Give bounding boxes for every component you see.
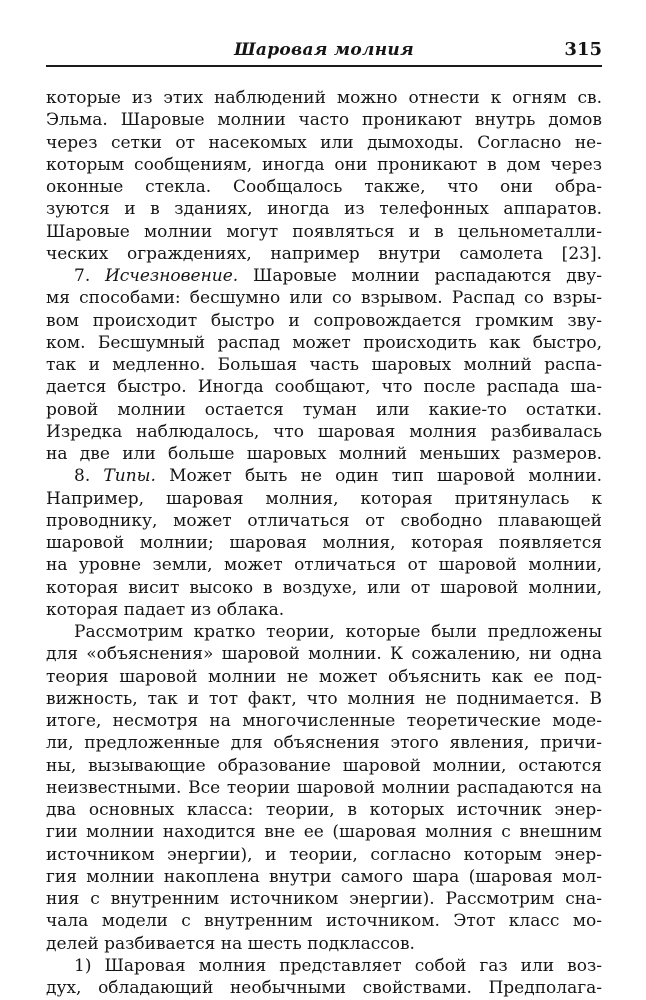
text-line: [46, 955, 602, 977]
text-line: [46, 977, 602, 999]
text-line: [46, 221, 602, 243]
text-line: 7. Исчезновение. Шаровые молнии распадаются дву-: [74, 266, 603, 286]
text-line: 8. Типы. Может быть не один тип шаровой молнии.: [74, 466, 602, 487]
line-text: чала модели с внутренним источником. Этот класс мо-: [46, 911, 602, 932]
line-text: источником энергии), и теории, согласно которым энер-: [46, 844, 602, 865]
line-text: ния с внутренним источником энергии). Рассмотрим сна-: [46, 889, 602, 909]
text-line: [46, 755, 602, 777]
line-text: так и медленно. Большая часть шаровых молний распа-: [46, 355, 602, 375]
text-line: [46, 87, 602, 109]
line-text: гии молнии находится вне ее (шаровая молния с внешним: [46, 822, 602, 843]
text-line: [46, 666, 602, 688]
line-text: итоге, несмотря на многочисленные теоретические моде-: [46, 711, 602, 731]
line-text: которым сообщениям, иногда они проникают в дом через: [46, 154, 602, 175]
text-line: [46, 888, 602, 910]
text-line: [46, 599, 602, 621]
text-line: [46, 421, 602, 443]
text-line: [46, 777, 602, 799]
text-line: [46, 577, 602, 599]
line-text: ком. Бесшумный распад может происходить как быстро,: [46, 332, 602, 353]
line-text: проводнику, может отличаться от свободно плавающей: [46, 510, 602, 531]
line-text: ческих ограждениях, например внутри самолета [23].: [46, 243, 602, 264]
line-text: ны, вызывающие образование шаровой молнии, остаются: [46, 755, 602, 776]
page-number: 315: [564, 39, 602, 60]
line-text: на уровне земли, может отличаться от шаровой молнии,: [46, 555, 602, 576]
line-text: 1) Шаровая молния представляет собой газ или воз-: [74, 955, 602, 976]
text-line: [46, 287, 602, 309]
line-text: дух, обладающий необычными свойствами. Предполага-: [46, 978, 602, 998]
line-text: мя способами: бесшумно или со взрывом. Распад со взры-: [46, 288, 602, 309]
text-line: [46, 688, 602, 710]
line-text: ровой молнии остается туман или какие-то остатки.: [46, 399, 602, 420]
line-text: вом происходит быстро и сопровождается громким зву-: [46, 310, 602, 331]
line-text: дается быстро. Иногда сообщают, что после распада ша-: [46, 377, 602, 398]
line-text: через сетки от насекомых или дымоходы. Согласно не-: [46, 132, 602, 153]
line-text: ли, предложенные для объяснения этого явления, причи-: [46, 733, 602, 754]
text-line: [46, 109, 602, 131]
text-line: [46, 376, 602, 398]
line-text: оконные стекла. Сообщалось также, что они обра-: [46, 177, 602, 197]
line-text: неизвестными. Все теории шаровой молнии распадаются на: [46, 777, 602, 798]
text-line: [46, 354, 602, 376]
line-text: вижность, так и тот факт, что молния не поднимается. В: [46, 688, 602, 709]
text-line: [46, 933, 602, 955]
text-line: [46, 443, 602, 465]
text-line: [46, 176, 602, 198]
text-line: [46, 132, 602, 154]
line-text: шаровой молнии; шаровая молния, которая появляется: [46, 533, 602, 553]
text-line: [46, 621, 602, 643]
section-heading: Типы.: [103, 466, 156, 487]
text-line: [46, 910, 602, 932]
line-text: два основных класса: теории, в которых источник энер-: [46, 800, 602, 820]
text-line: [46, 866, 602, 888]
body-text: [46, 87, 602, 999]
section-heading: Исчезновение.: [104, 266, 239, 286]
line-text: теория шаровой молнии не может объяснить как ее под-: [46, 666, 602, 687]
line-text: которая падает из облака.: [46, 599, 285, 620]
text-line: [46, 554, 602, 576]
section-number: 8.: [74, 466, 104, 487]
line-text: Например, шаровая молния, которая притянулась к: [46, 488, 602, 509]
text-line: [46, 844, 602, 866]
text-line: [46, 710, 602, 732]
text-line: [46, 399, 602, 421]
line-text: Изредка наблюдалось, что шаровая молния разбивалась: [46, 421, 602, 442]
section-number: 7.: [74, 266, 105, 286]
text-line: [46, 198, 602, 220]
line-text: делей разбивается на шесть подклассов.: [46, 933, 415, 954]
line-text: зуются и в зданиях, иногда из телефонных аппаратов.: [46, 199, 602, 220]
line-text: Эльма. Шаровые молнии часто проникают внутрь домов: [46, 110, 602, 131]
text-line: [46, 643, 602, 665]
text-line: [46, 310, 602, 332]
text-line: [46, 732, 602, 754]
text-line: [46, 243, 602, 265]
line-text: которая висит высоко в воздухе, или от шаровой молнии,: [46, 577, 602, 598]
line-text: которые из этих наблюдений можно отнести к огням св.: [46, 88, 602, 108]
line-text: Шаровые молнии могут появляться и в цельнометалли-: [46, 221, 602, 242]
text-line: [46, 821, 602, 843]
line-text: Рассмотрим кратко теории, которые были предложены: [74, 622, 602, 642]
text-line: [46, 154, 602, 176]
line-text: гия молнии накоплена внутри самого шара (шаровая мол-: [46, 866, 602, 887]
text-line: [46, 799, 602, 821]
line-text: на две или больше шаровых молний меньших размеров.: [46, 444, 602, 464]
text-line: [46, 532, 602, 554]
text-line: [46, 332, 602, 354]
running-title: Шаровая молния: [234, 40, 414, 60]
text-line: [46, 510, 602, 532]
page-header: [46, 34, 602, 66]
line-text: для «объяснения» шаровой молнии. К сожалению, ни одна: [46, 644, 602, 665]
text-line: [46, 488, 602, 510]
header-rule: [46, 65, 602, 67]
